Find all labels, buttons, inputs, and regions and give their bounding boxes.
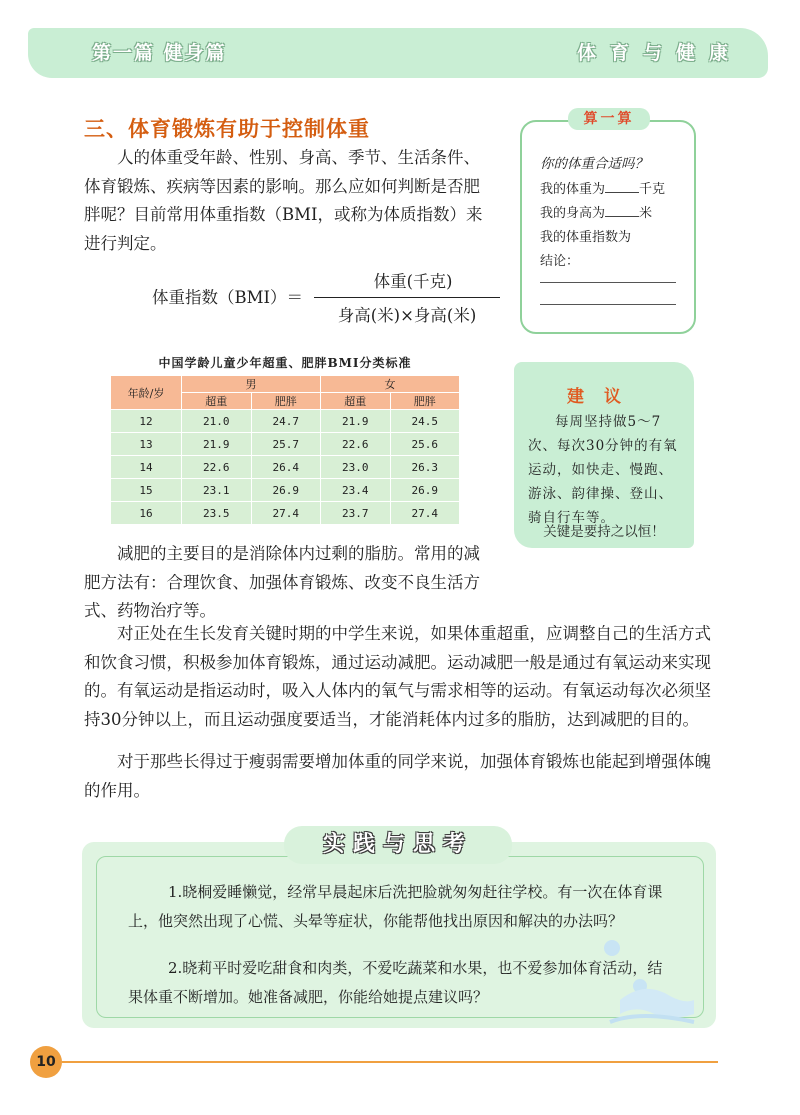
table-cell: 24.5: [390, 410, 460, 433]
page-number: 10: [30, 1046, 62, 1078]
practice-question-2: 2.晓莉平时爱吃甜食和肉类，不爱吃蔬菜和水果，也不爱参加体育活动，结果体重不断增加。她准备减肥，你能给她提点建议吗？: [128, 959, 663, 1006]
intro-paragraph: 人的体重受年龄、性别、身高、季节、生活条件、体育锻炼、疾病等因素的影响。那么应如何判断是否肥胖呢？目前常用体重指数（BMI，或称为体质指数）来进行判定。: [84, 148, 483, 253]
formula-numerator: 体重(千克): [373, 272, 453, 291]
table-cell: 26.9: [390, 479, 460, 502]
table-cell: 26.4: [251, 456, 321, 479]
table-cell: 23.1: [182, 479, 252, 502]
table-row: [111, 433, 460, 456]
table-cell: 21.9: [321, 410, 391, 433]
male-header: 男: [182, 376, 321, 393]
table-cell: 26.3: [390, 456, 460, 479]
calc-conclusion: 结论：: [540, 254, 580, 269]
table-cell: 27.4: [251, 502, 321, 525]
weight-loss-paragraph: 减肥的主要目的是消除体内过剩的脂肪。常用的减肥方法有：合理饮食、加强体育锻炼、改变不良生活方式、药物治疗等。: [84, 544, 480, 620]
advice-end: 关键是要持之以恒！: [543, 524, 665, 540]
table-row: [111, 502, 460, 525]
section-title: 三、体育锻炼有助于控制体重: [84, 117, 370, 141]
book-title: 体育与健康: [576, 42, 742, 64]
table-cell: 25.6: [390, 433, 460, 456]
table-row: [111, 410, 460, 433]
table-cell: 23.4: [321, 479, 391, 502]
practice-question-1: 1.晓桐爱睡懒觉，经常早晨起床后洗把脸就匆匆赶往学校。有一次在体育课上，他突然出现了心慌、头晕等症状，你能帮他找出原因和解决的办法吗？: [128, 883, 663, 930]
table-row: [111, 479, 460, 502]
calc-question: 你的体重合适吗？: [540, 156, 648, 172]
practice-title: 实践与思考: [284, 826, 512, 864]
weight-prefix: 我的体重为: [540, 182, 606, 197]
table-cell: 22.6: [321, 433, 391, 456]
table-cell: 21.0: [182, 410, 252, 433]
table-cell: 14: [111, 456, 182, 479]
table-cell: 22.6: [182, 456, 252, 479]
female-overweight-header: 超重: [321, 393, 391, 410]
table-cell: 26.9: [251, 479, 321, 502]
height-prefix: 我的身高为: [540, 206, 606, 221]
answer-line-2[interactable]: [540, 304, 676, 305]
calc-bmi-line: 我的体重指数为: [540, 230, 632, 245]
answer-line-1[interactable]: [540, 282, 676, 283]
weight-unit: 千克: [639, 182, 666, 197]
advice-title: 建议: [567, 387, 641, 407]
table-cell: 15: [111, 479, 182, 502]
male-overweight-header: 超重: [182, 393, 252, 410]
advice-text: 每周坚持做5～7次、每次30分钟的有氧运动，如快走、慢跑、游泳、韵律操、登山、骑自行车等。: [528, 414, 678, 526]
table-header-row: [111, 376, 460, 393]
formula-denominator: 身高(米)×身高(米): [337, 306, 477, 325]
table-cell: 24.7: [251, 410, 321, 433]
formula-lhs: 体重指数（BMI）＝: [152, 288, 304, 307]
bmi-table: [110, 375, 460, 525]
calc-weight-line: [540, 178, 665, 197]
calc-height-line: [540, 202, 652, 221]
calc-badge: 算一算: [568, 108, 650, 130]
chapter-title: 第一篇 健身篇: [92, 42, 227, 64]
table-cell: 23.7: [321, 502, 391, 525]
table-cell: 23.5: [182, 502, 252, 525]
table-cell: 23.0: [321, 456, 391, 479]
thin-paragraph: 对于那些长得过于瘦弱需要增加体重的同学来说，加强体育锻炼也能起到增强体魄的作用。: [84, 752, 711, 800]
female-header: 女: [321, 376, 460, 393]
footer-rule: [62, 1061, 718, 1063]
table-cell: 25.7: [251, 433, 321, 456]
fraction-bar: [314, 297, 500, 298]
table-cell: 12: [111, 410, 182, 433]
male-obese-header: 肥胖: [251, 393, 321, 410]
height-unit: 米: [639, 206, 653, 221]
table-cell: 16: [111, 502, 182, 525]
table-row: [111, 456, 460, 479]
table-cell: 13: [111, 433, 182, 456]
bmi-formula: [152, 268, 482, 328]
female-obese-header: 肥胖: [390, 393, 460, 410]
teen-paragraph: 对正处在生长发育关键时期的中学生来说，如果体重超重，应调整自己的生活方式和饮食习惯，积极参加体育锻炼，通过运动减肥。运动减肥一般是通过有氧运动来实现的。有氧运动是指运动时，吸入人体内的氧气与需求相等的运动。有氧运动每次必须坚持30分钟以上，而且运动强度要适当，才能消耗体内过多的脂肪，达到减肥的目的。: [84, 624, 711, 729]
table-title: 中国学龄儿童少年超重、肥胖BMI分类标准: [158, 356, 412, 370]
height-blank[interactable]: [605, 204, 639, 217]
age-header: 年龄/岁: [111, 376, 182, 410]
table-cell: 21.9: [182, 433, 252, 456]
table-cell: 27.4: [390, 502, 460, 525]
weight-blank[interactable]: [605, 180, 639, 193]
